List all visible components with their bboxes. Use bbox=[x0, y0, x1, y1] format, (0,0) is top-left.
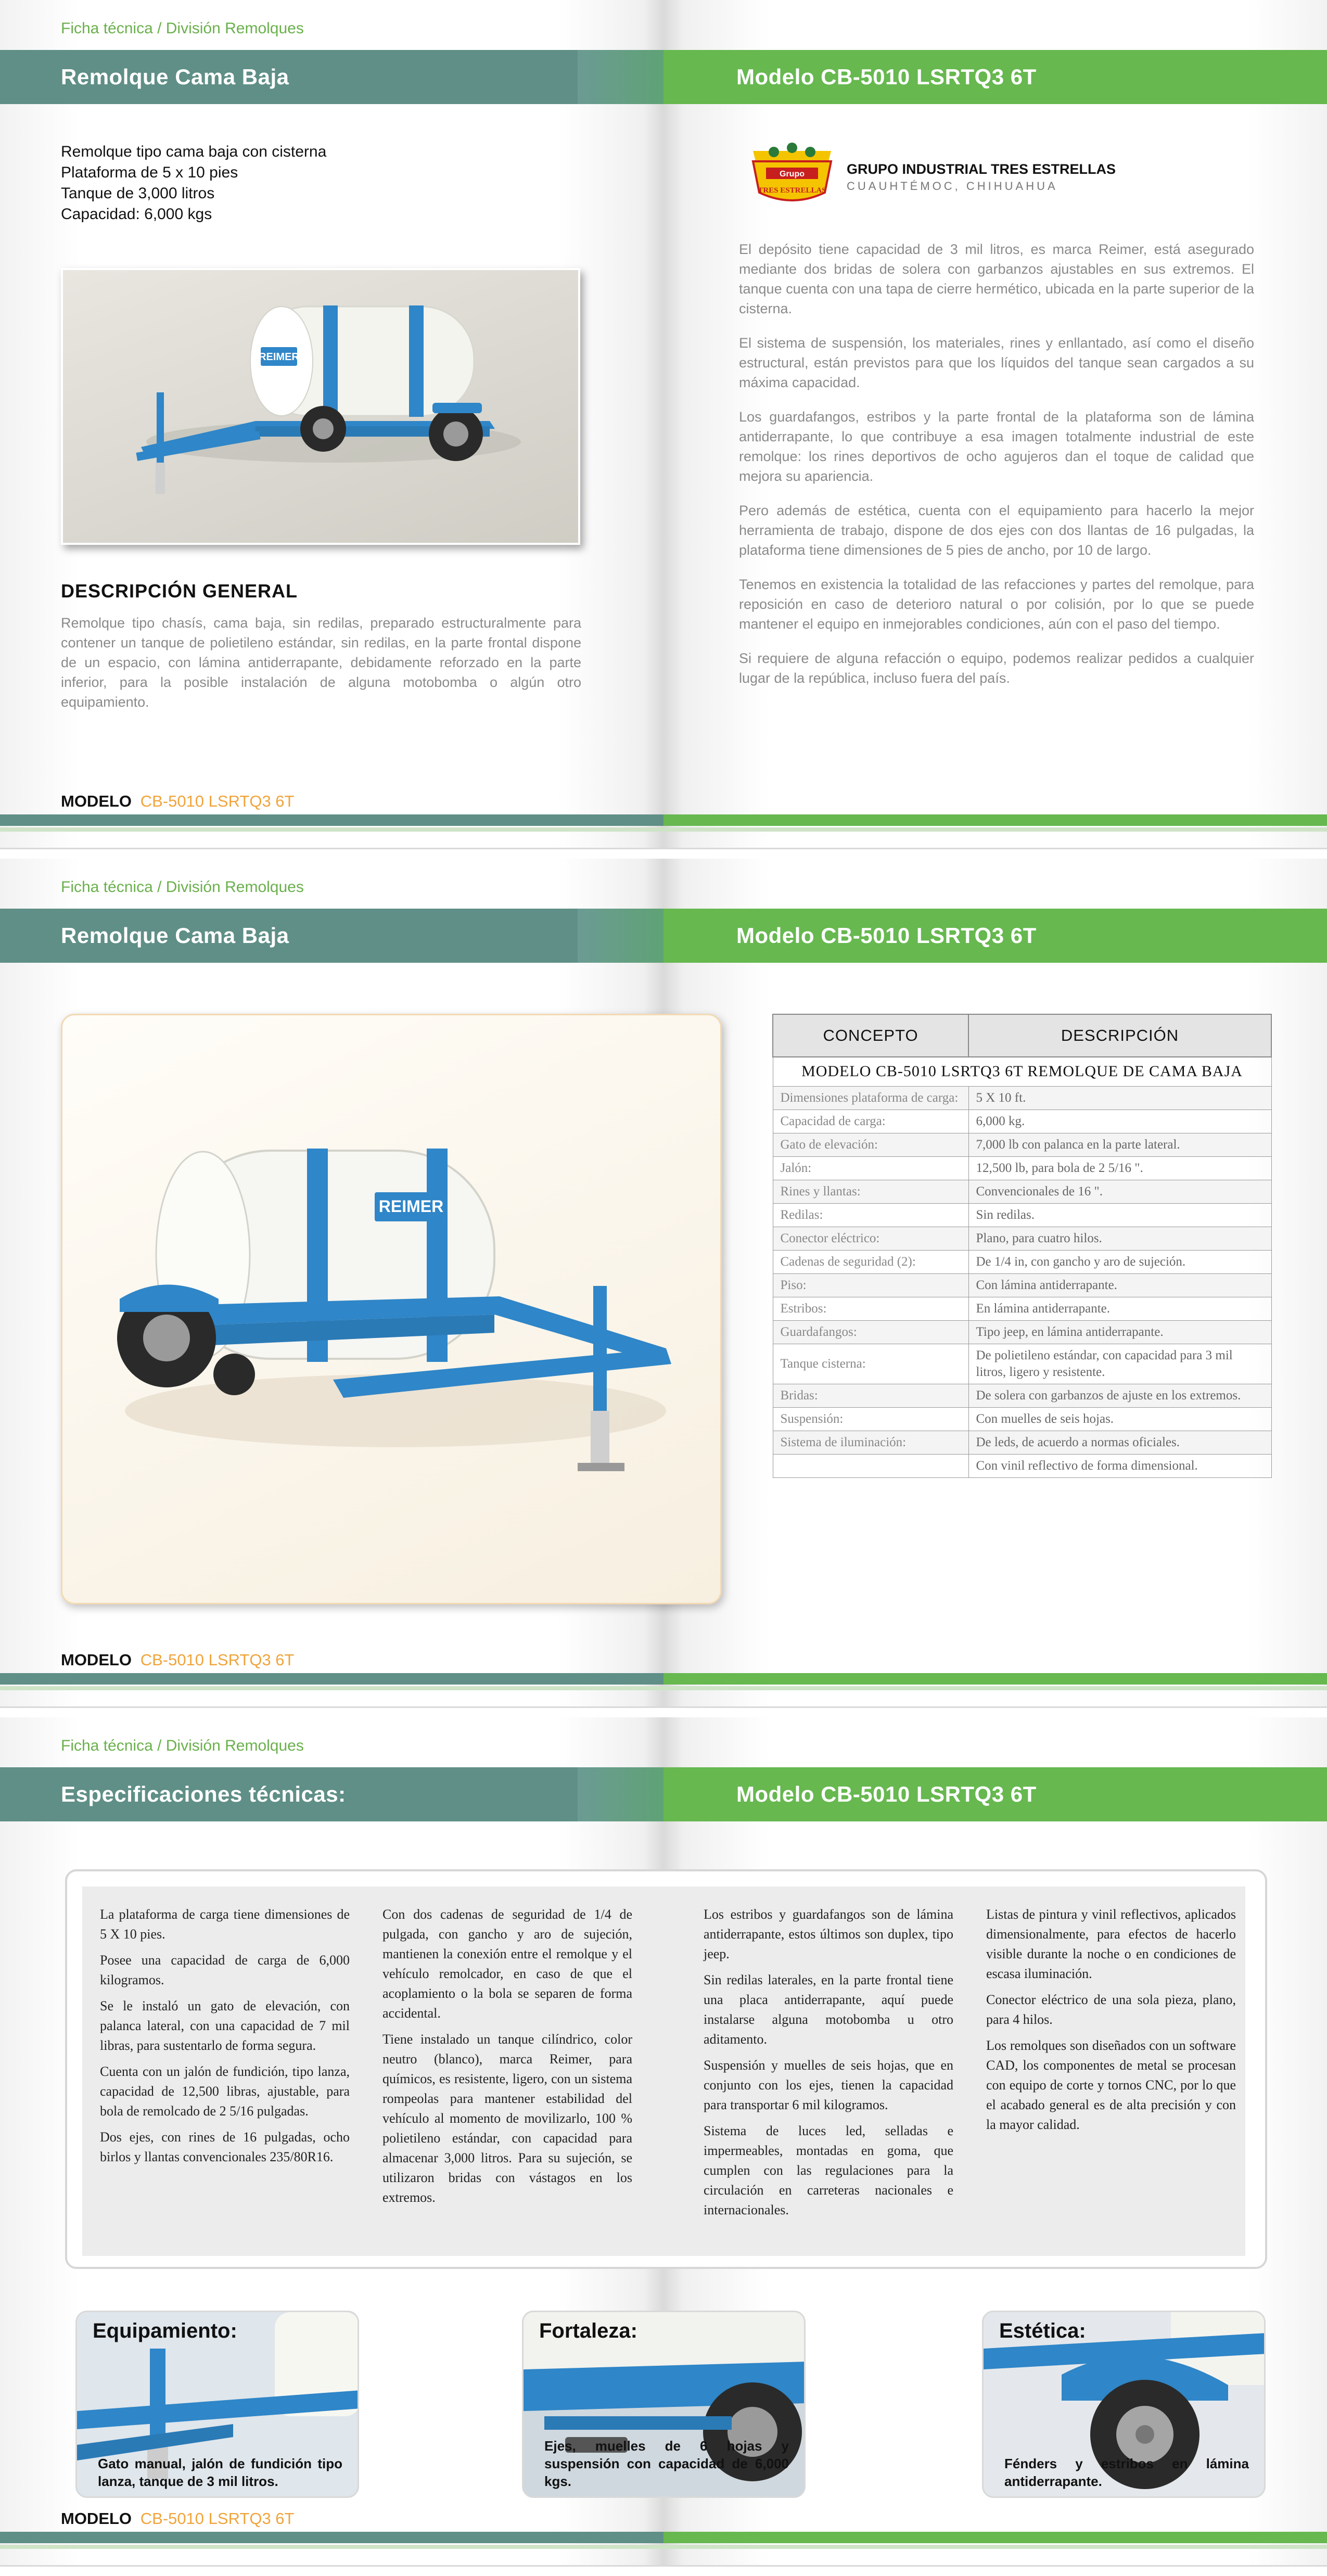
model-title: Modelo CB-5010 LSRTQ3 6T bbox=[736, 923, 1037, 948]
spec-paragraph: Suspensión y muelles de seis hojas, que en conjunto con los ejes, tienen la capacidad para transportar 6 mil kilogramos. bbox=[704, 2058, 953, 2112]
breadcrumb: Ficha técnica / División Remolques bbox=[61, 20, 304, 37]
table-row bbox=[773, 1344, 1271, 1384]
table-row bbox=[773, 1250, 1271, 1273]
card-title: Estética: bbox=[999, 2319, 1086, 2342]
paragraph: Si requiere de alguna refacción o equipo, podemos realizar pedidos a cualquier lugar de la república, incluso fuera del país. bbox=[739, 651, 1254, 686]
spec-concept: Estribos: bbox=[773, 1297, 968, 1320]
spec-paragraph: Sin redilas laterales, en la parte frontal tiene una placa antiderrapante, aquí puede instalarse alguna motobomba u otro aditamento. bbox=[704, 1972, 953, 2047]
spec-concept: Suspensión: bbox=[773, 1407, 968, 1431]
spec-concept: Guardafangos: bbox=[773, 1320, 968, 1344]
spec-table bbox=[772, 1014, 1272, 1478]
header-band bbox=[0, 50, 1327, 104]
feature-card-estetica bbox=[982, 2311, 1266, 2498]
table-row bbox=[773, 1227, 1271, 1250]
specs-column-3 bbox=[704, 1905, 953, 2226]
footer-model bbox=[61, 792, 294, 811]
spec-value: Con lámina antiderrapante. bbox=[968, 1273, 1271, 1297]
spec-concept: Tanque cisterna: bbox=[773, 1344, 968, 1384]
table-row bbox=[773, 1156, 1271, 1180]
section-title: Remolque Cama Baja bbox=[61, 923, 289, 948]
section-title: Remolque Cama Baja bbox=[61, 65, 289, 89]
specs-column-1 bbox=[100, 1905, 350, 2173]
logo-tres-estrellas-text: TRES ESTRELLAS bbox=[758, 186, 826, 195]
paragraph: El depósito tiene capacidad de 3 mil litros, es marca Reimer, está asegurado mediante dos bridas de solera con garbanzos ajustables en sus extremos. El tanque cuenta con una tapa de cierre hermético, ubicada en la parte superior de la cisterna. bbox=[739, 241, 1254, 316]
table-model-row: MODELO CB-5010 LSRTQ3 6T REMOLQUE DE CAMA BAJA bbox=[773, 1057, 1271, 1086]
spec-value: Plano, para cuatro hilos. bbox=[968, 1227, 1271, 1250]
spec-concept: Dimensiones plataforma de carga: bbox=[773, 1086, 968, 1110]
card-caption: Ejes, muelles de 6 hojas y suspensión con capacidad de 6,000 kgs. bbox=[544, 2438, 789, 2489]
spec-value: En lámina antiderrapante. bbox=[968, 1297, 1271, 1320]
paragraph: El sistema de suspensión, los materiales, rines y enllantado, así como el diseño estructural, están previstos para que los líquidos del tanque sean cargados a su máxima capacidad. bbox=[739, 335, 1254, 390]
table-row bbox=[773, 1133, 1271, 1156]
company-name: GRUPO INDUSTRIAL TRES ESTRELLAS bbox=[847, 161, 1116, 177]
specs-column-2 bbox=[382, 1905, 632, 2214]
section-title: Especificaciones técnicas: bbox=[61, 1782, 346, 1806]
header-band bbox=[0, 1767, 1327, 1821]
trailer-illustration bbox=[63, 270, 578, 543]
spec-value: 6,000 kg. bbox=[968, 1110, 1271, 1133]
spec-concept: Bridas: bbox=[773, 1384, 968, 1407]
header-band bbox=[0, 909, 1327, 963]
footer-model-code: CB-5010 LSRTQ3 6T bbox=[140, 1651, 295, 1669]
feature-card-fortaleza bbox=[522, 2311, 806, 2498]
page-1 bbox=[0, 0, 1327, 849]
spec-value: De 1/4 in, con gancho y aro de sujeción. bbox=[968, 1250, 1271, 1273]
footer-bars bbox=[0, 2532, 1327, 2543]
table-row bbox=[773, 1203, 1271, 1227]
company-logo bbox=[743, 141, 841, 213]
spec-value: 5 X 10 ft. bbox=[968, 1086, 1271, 1110]
table-row bbox=[773, 1320, 1271, 1344]
spec-concept: Redilas: bbox=[773, 1203, 968, 1227]
column-header-descripcion: DESCRIPCIÓN bbox=[968, 1014, 1271, 1057]
logo-grupo-text: Grupo bbox=[780, 170, 805, 178]
specs-column-4 bbox=[986, 1905, 1236, 2141]
table-row bbox=[773, 1454, 1271, 1477]
spec-value: Sin redilas. bbox=[968, 1203, 1271, 1227]
model-title: Modelo CB-5010 LSRTQ3 6T bbox=[736, 1782, 1037, 1806]
table-row bbox=[773, 1431, 1271, 1454]
footer-model-label: MODELO bbox=[61, 1651, 132, 1669]
spec-paragraph: Conector eléctrico de una sola pieza, plano, para 4 hilos. bbox=[986, 1992, 1236, 2027]
spec-concept: Piso: bbox=[773, 1273, 968, 1297]
trailer-photo bbox=[61, 268, 580, 545]
company-logo-block bbox=[743, 141, 1116, 213]
footer-bars bbox=[0, 814, 1327, 826]
trailer-photo-large bbox=[61, 1014, 722, 1604]
spec-concept: Conector eléctrico: bbox=[773, 1227, 968, 1250]
table-row bbox=[773, 1273, 1271, 1297]
spec-concept: Rines y llantas: bbox=[773, 1180, 968, 1203]
spec-value: Convencionales de 16 ". bbox=[968, 1180, 1271, 1203]
spec-line: Tanque de 3,000 litros bbox=[61, 185, 215, 202]
description-heading: DESCRIPCIÓN GENERAL bbox=[61, 580, 298, 602]
spec-paragraph: Cuenta con un jalón de fundición, tipo lanza, capacidad de 12,500 libras, ajustable, para bola de remolcado de 2 5/16 pulgadas. bbox=[100, 2064, 350, 2119]
card-caption: Fénders y estribos en lámina antiderrapante. bbox=[1004, 2456, 1249, 2489]
table-row bbox=[773, 1110, 1271, 1133]
footer-model-label: MODELO bbox=[61, 792, 132, 810]
spec-concept: Cadenas de seguridad (2): bbox=[773, 1250, 968, 1273]
column-header-concepto: CONCEPTO bbox=[773, 1014, 968, 1057]
spec-paragraph: Los remolques son diseñados con un software CAD, los componentes de metal se procesan con equipo de corte y tornos CNC, por lo que el acabado general es de alta precisión y con la mayor calidad. bbox=[986, 2038, 1236, 2132]
spec-paragraph: Se le instaló un gato de elevación, con palanca lateral, con una capacidad de 7 mil libras, para sustentarlo de forma segura. bbox=[100, 1998, 350, 2053]
spec-paragraph: Dos ejes, con rines de 16 pulgadas, ocho birlos y llantas convencionales 235/80R16. bbox=[100, 2129, 350, 2164]
footer-model-label: MODELO bbox=[61, 2509, 132, 2528]
card-title: Equipamiento: bbox=[93, 2319, 237, 2342]
spec-paragraph: Listas de pintura y vinil reflectivos, aplicados dimensionalmente, para efectos de hacerlo visible durante la noche o en condiciones de escasa iluminación. bbox=[986, 1907, 1236, 1981]
footer-model bbox=[61, 2509, 294, 2528]
spec-value: 7,000 lb con palanca en la parte lateral. bbox=[968, 1133, 1271, 1156]
table-row bbox=[773, 1297, 1271, 1320]
spec-paragraph: Con dos cadenas de seguridad de 1/4 de pulgada, con gancho y aro de sujeción, mantienen la conexión entre el remolque y el vehículo remolcador, en caso de que el acoplamiento o la bola se separen de forma accidental. bbox=[382, 1907, 632, 2021]
general-description: Remolque tipo chasís, cama baja, sin redilas, preparado estructuralmente para contener un tanque de polietileno estándar, sin redilas, en la parte frontal dispone de un espacio, con lámina antiderrapante, debidamente reforzado en la parte inferior, para la posible instalación de alguna motobomba o algún otro equipamiento. bbox=[61, 615, 581, 710]
spec-concept: Jalón: bbox=[773, 1156, 968, 1180]
spec-value: Con vinil reflectivo de forma dimensional. bbox=[968, 1454, 1271, 1477]
paragraph: Los guardafangos, estribos y la parte frontal de la plataforma son de lámina antiderrapante, lo que contribuye a esa imagen totalmente industrial de este remolque: los rines deportivos de ocho agujeros dan el toque de calidad que mejora su apariencia. bbox=[739, 409, 1254, 484]
card-title: Fortaleza: bbox=[539, 2319, 637, 2342]
paragraph: Tenemos en existencia la totalidad de las refacciones y partes del remolque, para reposición en caso de deterioro natural o por colisión, por lo que se puede mantener el equipo en inmejorables condiciones, aún con el paso del tiempo. bbox=[739, 577, 1254, 632]
paragraph: Pero además de estética, cuenta con el equipamiento para hacerlo la mejor herramienta de trabajo, dispone de dos ejes con dos llantas de 16 pulgadas, la plataforma tiene dimensiones de 5 pies de ancho, por 10 de largo. bbox=[739, 503, 1254, 558]
tank-brand-label: REIMER bbox=[378, 1197, 444, 1216]
spec-concept: Capacidad de carga: bbox=[773, 1110, 968, 1133]
spec-value: 12,500 lb, para bola de 2 5/16 ". bbox=[968, 1156, 1271, 1180]
summary-specs bbox=[61, 142, 326, 225]
spec-value: De solera con garbanzos de ajuste en los extremos. bbox=[968, 1384, 1271, 1407]
breadcrumb: Ficha técnica / División Remolques bbox=[61, 878, 304, 896]
tank-brand-label: REIMER bbox=[259, 351, 299, 363]
spec-paragraph: Tiene instalado un tanque cilíndrico, color neutro (blanco), marca Reimer, para químicos, es resistente, ligero, con un sistema rompeolas para mantener estabilidad del vehículo al momento de movilizarlo, 100 % polietileno estándar, con capacidad para almacenar 3,000 litros. Para su sujeción, se utilizaron bridas con vástagos en los extremos. bbox=[382, 2032, 632, 2205]
spec-paragraph: La plataforma de carga tiene dimensiones de 5 X 10 pies. bbox=[100, 1907, 350, 1942]
spec-line: Plataforma de 5 x 10 pies bbox=[61, 164, 238, 181]
table-row bbox=[773, 1384, 1271, 1407]
footer-bars bbox=[0, 1673, 1327, 1685]
spec-value: Tipo jeep, en lámina antiderrapante. bbox=[968, 1320, 1271, 1344]
spec-value: Con muelles de seis hojas. bbox=[968, 1407, 1271, 1431]
model-title: Modelo CB-5010 LSRTQ3 6T bbox=[736, 65, 1037, 89]
spec-paragraph: Los estribos y guardafangos son de lámina antiderrapante, estos últimos son duplex, tipo jeep. bbox=[704, 1907, 953, 1961]
spec-value: De polietileno estándar, con capacidad para 3 mil litros, ligero y resistente. bbox=[968, 1344, 1271, 1384]
spec-concept: Sistema de iluminación: bbox=[773, 1431, 968, 1454]
spec-line: Capacidad: 6,000 kgs bbox=[61, 206, 212, 223]
spec-value: De leds, de acuerdo a normas oficiales. bbox=[968, 1431, 1271, 1454]
product-description bbox=[739, 239, 1254, 703]
feature-card-equipamiento bbox=[75, 2311, 359, 2498]
company-location: CUAUHTÉMOC, CHIHUAHUA bbox=[847, 179, 1058, 193]
trailer-illustration-large bbox=[62, 1015, 720, 1603]
spec-paragraph: Posee una capacidad de carga de 6,000 kilogramos. bbox=[100, 1953, 350, 1987]
footer-model-code: CB-5010 LSRTQ3 6T bbox=[140, 792, 295, 810]
footer-model-code: CB-5010 LSRTQ3 6T bbox=[140, 2509, 295, 2528]
spec-line: Remolque tipo cama baja con cisterna bbox=[61, 143, 327, 160]
spec-paragraph: Sistema de luces led, selladas e impermeables, montadas en goma, que cumplen con las regulaciones para la circulación en carreteras nacionales e internacionales. bbox=[704, 2123, 953, 2217]
table-row bbox=[773, 1180, 1271, 1203]
table-row bbox=[773, 1407, 1271, 1431]
footer-model bbox=[61, 1651, 294, 1669]
card-caption: Gato manual, jalón de fundición tipo lanza, tanque de 3 mil litros. bbox=[98, 2456, 342, 2489]
table-row bbox=[773, 1086, 1271, 1110]
spec-concept bbox=[773, 1454, 968, 1477]
breadcrumb: Ficha técnica / División Remolques bbox=[61, 1737, 304, 1754]
spec-concept: Gato de elevación: bbox=[773, 1133, 968, 1156]
